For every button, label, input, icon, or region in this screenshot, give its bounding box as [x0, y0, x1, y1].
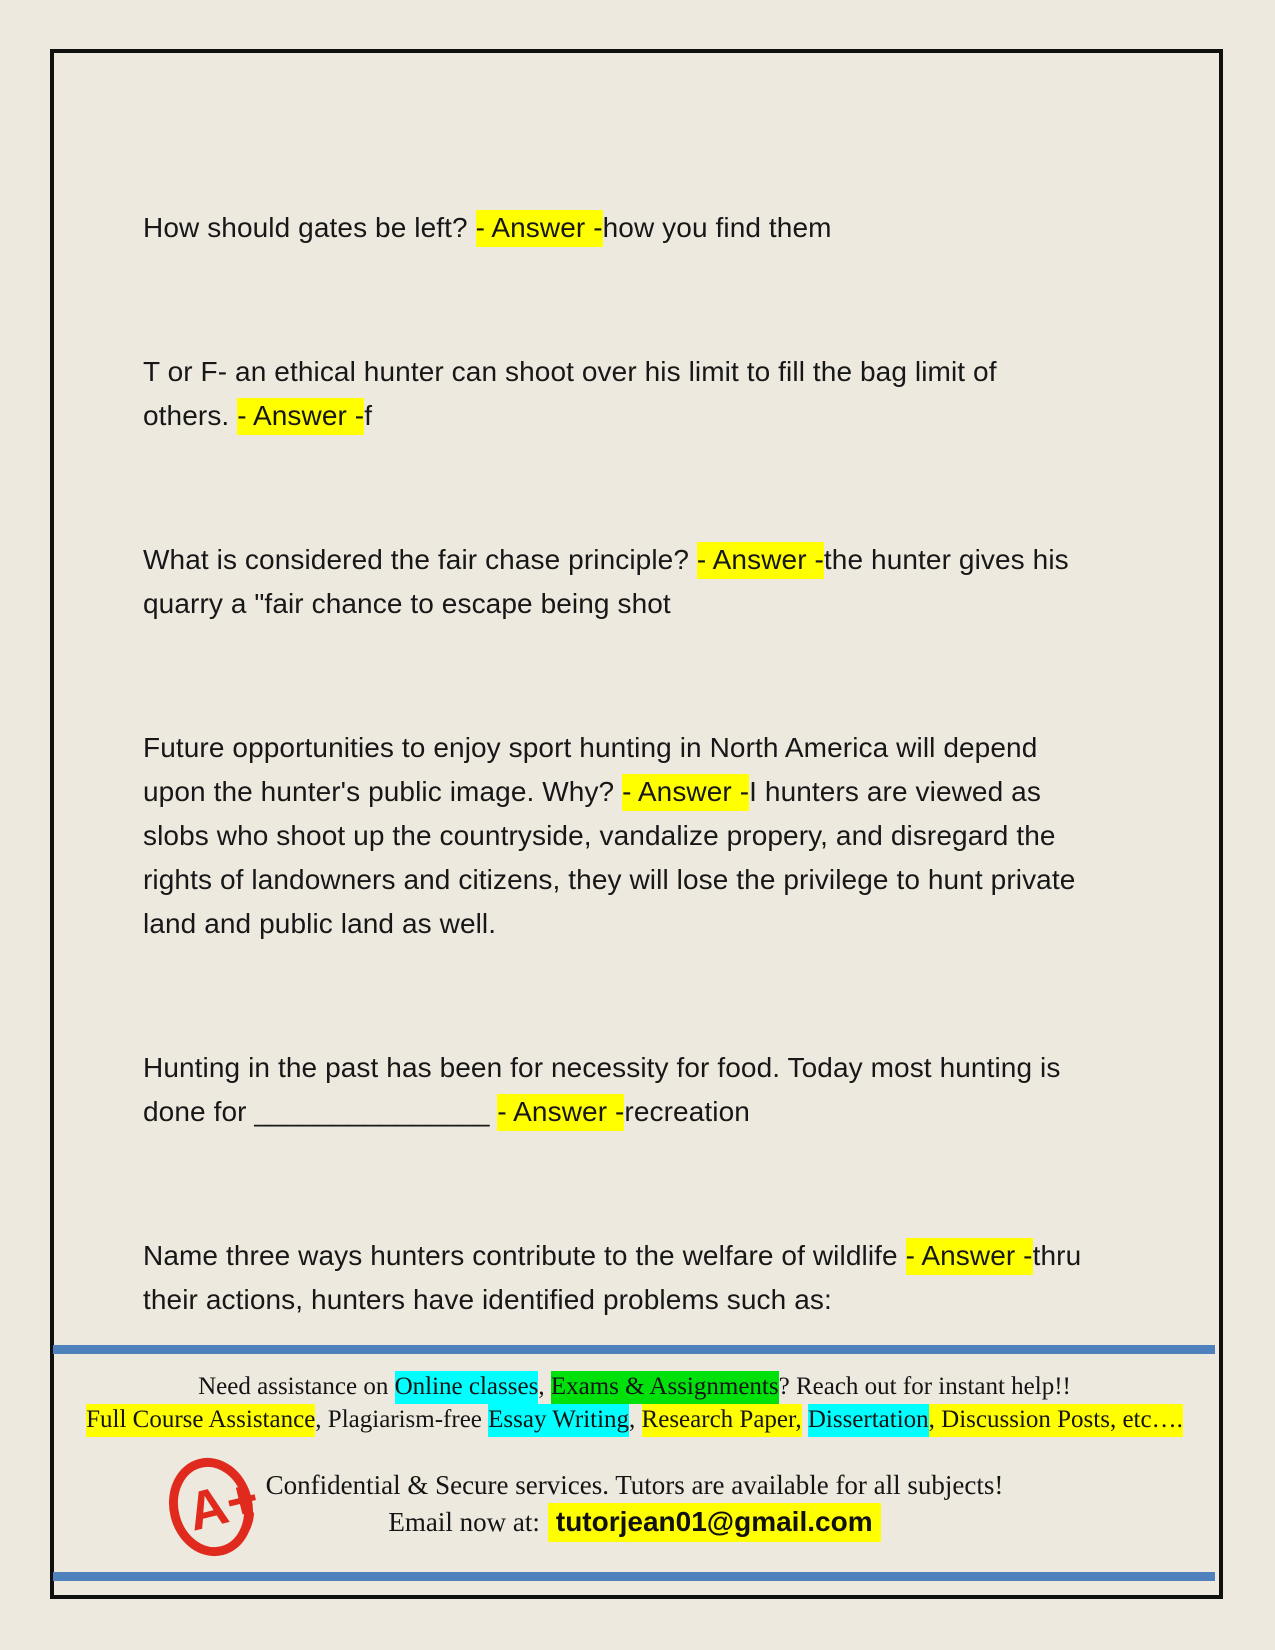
confidential-text: Confidential & Secure services. Tutors are available for all subjects! — [265, 1470, 1004, 1500]
text-run: how you find them — [602, 212, 832, 243]
highlighted-text-cyan: Essay Writing — [488, 1404, 629, 1437]
qa-paragraph-gates — [143, 206, 1083, 250]
text-run: How should gates be left? — [143, 212, 476, 243]
text-run: Future opportunities to enjoy sport hunting in North America will depend upon the hunter's public image. Why? — [143, 732, 1038, 807]
text-run: Need assistance on — [198, 1373, 395, 1400]
footer-divider-bottom — [53, 1572, 1215, 1581]
text-run: recreation — [624, 1096, 750, 1127]
qa-paragraph-wildlife-welfare — [143, 1234, 1083, 1322]
text-run: the hunter gives his quarry a "fair chance to escape being shot — [143, 544, 1069, 619]
qa-paragraph-public-image — [143, 726, 1083, 946]
text-run: thru their actions, hunters have identified problems such as: — [143, 1240, 1082, 1315]
highlighted-text-yellow: Research Paper, — [642, 1404, 802, 1437]
highlighted-text-yellow: - Answer - — [476, 210, 603, 247]
text-run: , — [538, 1373, 551, 1400]
highlighted-text-yellow: - Answer - — [497, 1094, 624, 1131]
text-run: , Plagiarism-free — [315, 1406, 489, 1433]
highlighted-text-cyan: Dissertation — [808, 1404, 929, 1437]
email-line — [54, 1506, 1215, 1538]
highlighted-text-yellow: - Answer - — [906, 1238, 1033, 1275]
highlighted-text-green: Exams & Assignments — [551, 1371, 779, 1404]
highlighted-text-yellow: - Answer - — [237, 398, 364, 435]
qa-paragraph-bag-limit — [143, 350, 1083, 438]
text-run: , — [629, 1406, 642, 1433]
highlighted-text-yellow: - Answer - — [697, 542, 824, 579]
svg-text:A+: A+ — [181, 1467, 264, 1543]
text-run: ? Reach out for instant help!! — [778, 1373, 1071, 1400]
footer-divider-top — [53, 1345, 1215, 1354]
text-run: What is considered the fair chase principle? — [143, 544, 697, 575]
highlighted-text-yellow: , Discussion Posts, etc…. — [929, 1404, 1183, 1437]
text-run — [802, 1406, 808, 1433]
email-address: tutorjean01@gmail.com — [548, 1503, 881, 1542]
text-run: T or F- an ethical hunter can shoot over his limit to fill the bag limit of others. — [143, 356, 997, 431]
highlighted-text-yellow: Full Course Assistance — [86, 1404, 315, 1437]
text-run: I hunters are viewed as slobs who shoot up the countryside, vandalize propery, and disregard the rights of landowners and citizens, they will lose the privilege to hunt private land and public land as well. — [143, 776, 1076, 939]
footer-notice-line1 — [54, 1371, 1215, 1403]
qa-paragraph-recreation — [143, 1046, 1083, 1134]
text-run: Name three ways hunters contribute to the welfare of wildlife — [143, 1240, 906, 1271]
email-label: Email now at: — [388, 1507, 540, 1537]
text-run: Hunting in the past has been for necessity for food. Today most hunting is done for _______________ — [143, 1052, 1061, 1127]
text-run: f — [364, 400, 373, 431]
qa-paragraph-fair-chase — [143, 538, 1083, 626]
footer-notice-line2 — [54, 1404, 1215, 1436]
highlighted-text-cyan: Online classes — [395, 1371, 539, 1404]
highlighted-text-yellow: - Answer - — [622, 774, 749, 811]
qa-section — [143, 206, 1083, 1422]
